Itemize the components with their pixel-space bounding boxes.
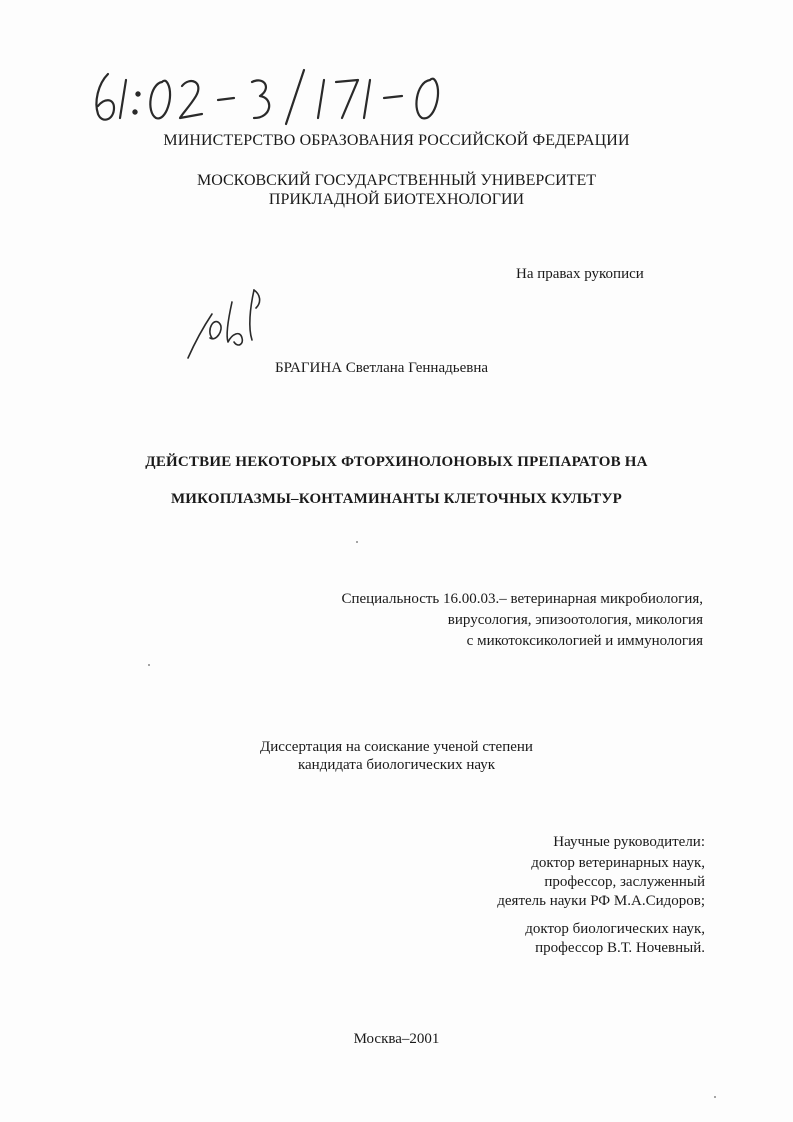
specialty-line1: Специальность 16.00.03.– ветеринарная микробиология, — [341, 591, 703, 607]
manuscript-note: На правах рукописи — [516, 266, 644, 282]
supervisor1-title: профессор, заслуженный — [544, 874, 705, 890]
handwritten-archive-number — [86, 62, 466, 132]
specialty-line3: с микотоксикологией и иммунология — [466, 633, 703, 649]
scan-speck — [714, 1096, 716, 1098]
university-name-line2: ПРИКЛАДНОЙ БИОТЕХНОЛОГИИ — [268, 191, 525, 208]
supervisor1-name: деятель науки РФ М.А.Сидоров; — [497, 893, 705, 909]
dissertation-title-line2: МИКОПЛАЗМЫ–КОНТАМИНАНТЫ КЛЕТОЧНЫХ КУЛЬТУР — [170, 491, 623, 507]
scan-speck — [356, 541, 358, 543]
supervisor1-degree: доктор ветеринарных наук, — [531, 855, 705, 871]
supervisor2-name: профессор В.Т. Ночевный. — [535, 940, 705, 956]
specialty-line2: вирусология, эпизоотология, микология — [447, 612, 703, 628]
degree-line1: Диссертация на соискание ученой степени — [260, 739, 533, 755]
university-name-line1: МОСКОВСКИЙ ГОСУДАРСТВЕННЫЙ УНИВЕРСИТЕТ — [197, 172, 596, 189]
handwritten-signature — [182, 280, 277, 365]
supervisor2-degree: доктор биологических наук, — [525, 921, 705, 937]
author-name: БРАГИНА Светлана Геннадьевна — [275, 360, 489, 376]
degree-line2: кандидата биологических наук — [297, 757, 496, 773]
ministry-name: МИНИСТЕРСТВО ОБРАЗОВАНИЯ РОССИЙСКОЙ ФЕДЕРАЦИИ — [163, 132, 630, 149]
city-year: Москва–2001 — [353, 1031, 440, 1047]
supervisors-heading: Научные руководители: — [553, 834, 705, 850]
dissertation-title-line1: ДЕЙСТВИЕ НЕКОТОРЫХ ФТОРХИНОЛОНОВЫХ ПРЕПАРАТОВ НА — [145, 454, 648, 470]
scan-speck — [148, 664, 150, 666]
